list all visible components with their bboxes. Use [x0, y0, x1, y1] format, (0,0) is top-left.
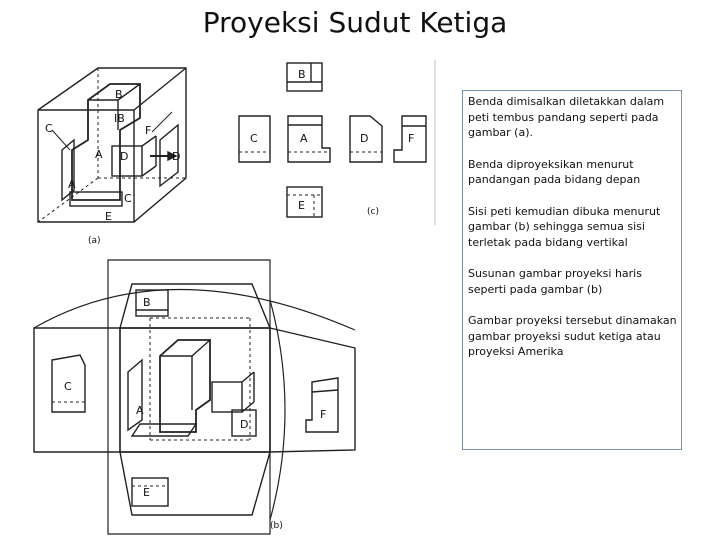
- label-c-B: B: [298, 68, 306, 81]
- label-a-A2: A: [68, 178, 76, 191]
- explanation-text-box: [462, 90, 682, 450]
- figure-a-transparent-box: [38, 68, 186, 222]
- figure-b-unfolded-box: [34, 260, 355, 534]
- label-c-E: E: [298, 199, 305, 212]
- label-c-D: D: [360, 132, 369, 145]
- caption-c: (c): [367, 207, 379, 217]
- paragraph-1: Benda dimisalkan diletakkan dalam peti tembus pandang seperti pada gambar (a).: [468, 95, 665, 139]
- figure-c-labels: [250, 68, 414, 217]
- label-b-F: F: [320, 408, 327, 421]
- label-a-A: A: [95, 148, 103, 161]
- label-a-E: E: [105, 210, 112, 223]
- label-c-C: C: [250, 132, 258, 145]
- label-c-A: A: [300, 132, 308, 145]
- label-b-D: D: [240, 418, 249, 431]
- paragraph-2: Benda diproyeksikan menurut pandangan pada bidang depan: [468, 157, 641, 186]
- caption-b: (b): [270, 521, 283, 531]
- paragraph-5: Gambar proyeksi tersebut dinamakan gambar proyeksi sudut ketiga atau proyeksi Amerika: [468, 314, 677, 358]
- figure-c-views: [239, 60, 435, 225]
- label-c-F: F: [408, 132, 415, 145]
- page-title: Proyeksi Sudut Ketiga: [202, 6, 508, 39]
- label-b-C: C: [64, 380, 72, 393]
- label-a-C: C: [45, 122, 53, 135]
- label-a-IB: IB: [114, 112, 125, 125]
- label-b-B: B: [143, 296, 151, 309]
- paragraph-3: Sisi peti kemudian dibuka menurut gambar (b) sehingga semua sisi terletak pada bidang vertikal: [468, 204, 661, 249]
- label-b-E: E: [143, 486, 150, 499]
- paragraph-4: Susunan gambar proyeksi haris seperti pada gambar (b): [468, 267, 642, 296]
- label-b-A: A: [136, 404, 144, 417]
- caption-a: (a): [88, 236, 101, 246]
- label-a-B: B: [115, 88, 123, 101]
- label-a-F: F: [145, 124, 152, 137]
- label-a-D: D: [120, 150, 129, 163]
- label-a-C2: C: [124, 192, 132, 205]
- label-a-D-out: D: [172, 150, 181, 163]
